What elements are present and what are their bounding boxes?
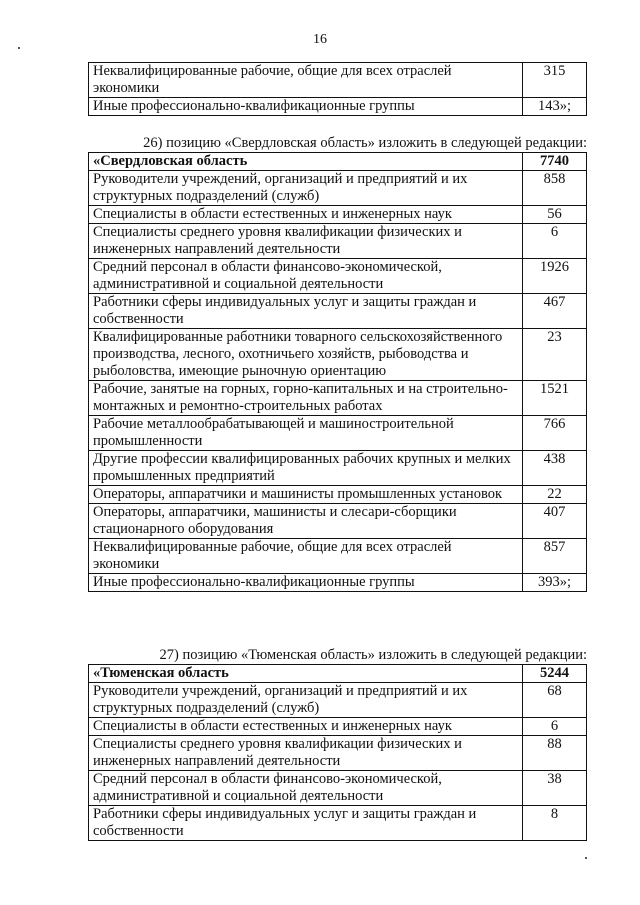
table-row	[89, 771, 587, 806]
row-value: 143»;	[523, 98, 587, 116]
row-value: 8	[523, 806, 587, 841]
row-label: Иные профессионально-квалификационные группы	[89, 574, 523, 592]
table-row	[89, 294, 587, 329]
row-value: 315	[523, 63, 587, 98]
table-row	[89, 736, 587, 771]
row-value: 407	[523, 504, 587, 539]
row-value: 68	[523, 683, 587, 718]
region-total: 5244	[523, 665, 587, 683]
page-number: 16	[313, 32, 327, 47]
row-value: 1521	[523, 381, 587, 416]
table-row	[89, 98, 587, 116]
table-row	[89, 381, 587, 416]
row-label: Операторы, аппаратчики, машинисты и слесари-сборщики стационарного оборудования	[89, 504, 523, 539]
table-row	[89, 63, 587, 98]
table-row	[89, 504, 587, 539]
table-row	[89, 486, 587, 504]
row-value: 766	[523, 416, 587, 451]
row-label: Работники сферы индивидуальных услуг и защиты граждан и собственности	[89, 806, 523, 841]
row-label: Специалисты среднего уровня квалификации физических и инженерных направлений деятельности	[89, 736, 523, 771]
row-value: 857	[523, 539, 587, 574]
paragraph-tyumen: 27) позицию «Тюменская область» изложить в следующей редакции:	[159, 647, 587, 663]
row-value: 56	[523, 206, 587, 224]
table-row	[89, 224, 587, 259]
row-value: 1926	[523, 259, 587, 294]
table-row	[89, 451, 587, 486]
table-row	[89, 171, 587, 206]
table-row	[89, 539, 587, 574]
row-label: Операторы, аппаратчики и машинисты промышленных установок	[89, 486, 523, 504]
row-value: 23	[523, 329, 587, 381]
row-label: Рабочие, занятые на горных, горно-капитальных и на строительно-монтажных и ремонтно-строительных работах	[89, 381, 523, 416]
table-continuation	[88, 62, 587, 116]
row-label: Руководители учреждений, организаций и предприятий и их структурных подразделений (служб)	[89, 683, 523, 718]
row-value: 6	[523, 718, 587, 736]
row-label: Специалисты в области естественных и инженерных наук	[89, 206, 523, 224]
table-sverdlovsk	[88, 152, 587, 592]
region-name: «Тюменская область	[89, 665, 523, 683]
row-value: 38	[523, 771, 587, 806]
row-value: 6	[523, 224, 587, 259]
row-label: Руководители учреждений, организаций и предприятий и их структурных подразделений (служб)	[89, 171, 523, 206]
row-value: 467	[523, 294, 587, 329]
paragraph-sverdlovsk: 26) позицию «Свердловская область» изложить в следующей редакции:	[143, 135, 587, 151]
row-label: Рабочие металлообрабатывающей и машиностроительной промышленности	[89, 416, 523, 451]
table-tyumen	[88, 664, 587, 841]
row-label: Квалифицированные работники товарного сельскохозяйственного производства, лесного, охотничьего хозяйств, рыбоводства и рыболовства, имеющие рыночную ориентацию	[89, 329, 523, 381]
row-value: 22	[523, 486, 587, 504]
row-label: Другие профессии квалифицированных рабочих крупных и мелких промышленных предприятий	[89, 451, 523, 486]
table-row	[89, 259, 587, 294]
row-label: Средний персонал в области финансово-экономической, административной и социальной деятельности	[89, 771, 523, 806]
row-label: Специалисты среднего уровня квалификации физических и инженерных направлений деятельности	[89, 224, 523, 259]
row-label: Работники сферы индивидуальных услуг и защиты граждан и собственности	[89, 294, 523, 329]
table-row	[89, 806, 587, 841]
table-row	[89, 574, 587, 592]
row-label: Специалисты в области естественных и инженерных наук	[89, 718, 523, 736]
region-total: 7740	[523, 153, 587, 171]
table-header-row	[89, 665, 587, 683]
scan-speck	[18, 47, 20, 49]
table-body	[89, 665, 587, 841]
row-value: 88	[523, 736, 587, 771]
scan-speck	[585, 857, 587, 859]
table-body	[89, 153, 587, 592]
region-name: «Свердловская область	[89, 153, 523, 171]
table-row	[89, 416, 587, 451]
row-value: 438	[523, 451, 587, 486]
table-row	[89, 718, 587, 736]
table-row	[89, 206, 587, 224]
table-row	[89, 329, 587, 381]
row-label: Средний персонал в области финансово-экономической, административной и социальной деятельности	[89, 259, 523, 294]
table-header-row	[89, 153, 587, 171]
row-value: 858	[523, 171, 587, 206]
row-label: Неквалифицированные рабочие, общие для всех отраслей экономики	[89, 63, 523, 98]
row-label: Неквалифицированные рабочие, общие для всех отраслей экономики	[89, 539, 523, 574]
row-label: Иные профессионально-квалификационные группы	[89, 98, 523, 116]
table-row	[89, 683, 587, 718]
table-body	[89, 63, 587, 116]
row-value: 393»;	[523, 574, 587, 592]
